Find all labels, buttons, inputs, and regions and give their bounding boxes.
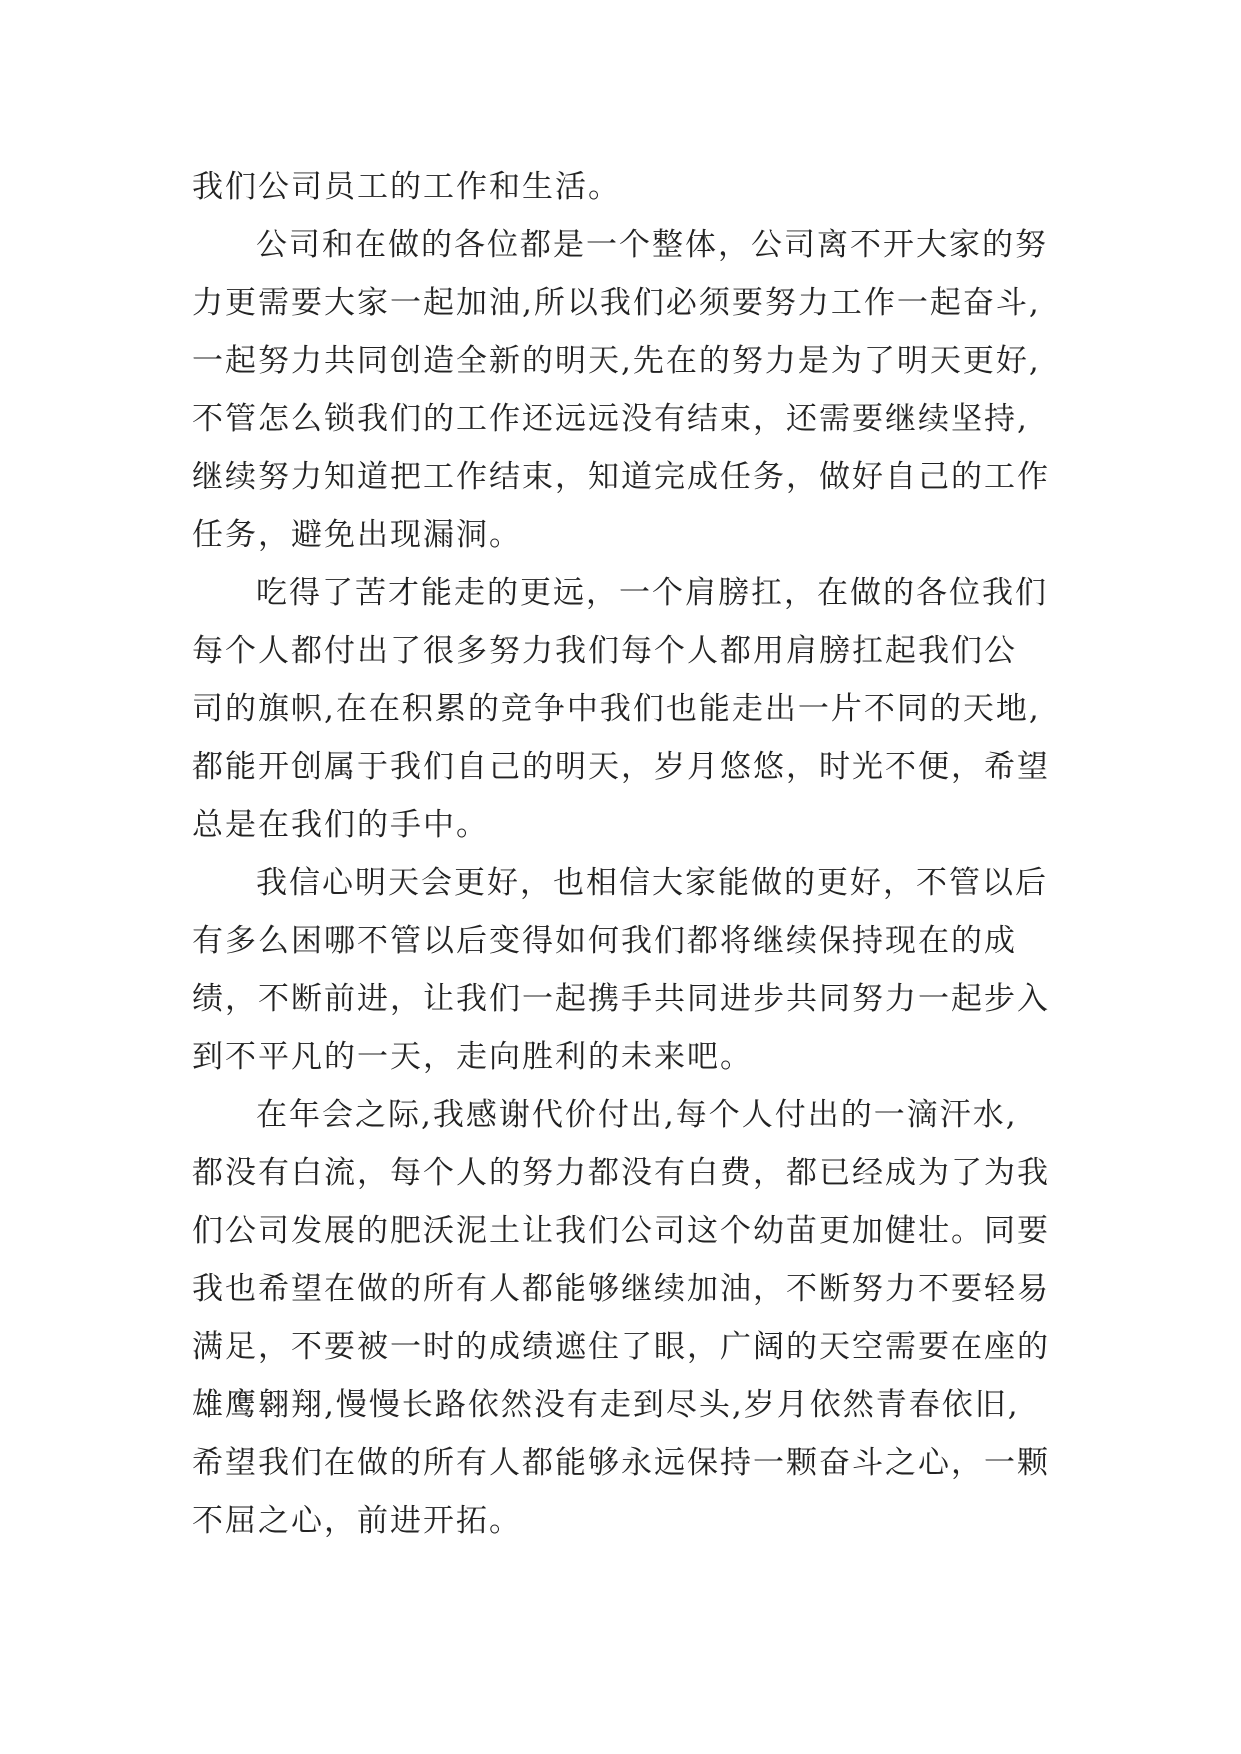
text-line: 不管怎么锁我们的工作还远远没有结束，还需要继续坚持, <box>192 401 1029 437</box>
text-line: 有多么困哪不管以后变得如何我们都将继续保持现在的成 <box>192 923 1017 959</box>
text-line: 总是在我们的手中。 <box>192 807 489 843</box>
text-line: 们公司发展的肥沃泥土让我们公司这个幼苗更加健壮。同要 <box>192 1213 1050 1249</box>
paragraph-first-line: 吃得了苦才能走的更远，一个肩膀扛，在做的各位我们 <box>256 575 1048 611</box>
text-line: 雄鹰翱翔,慢慢长路依然没有走到尽头,岁月依然青春依旧, <box>192 1387 1020 1423</box>
text-line: 都没有白流，每个人的努力都没有白费，都已经成为了为我 <box>192 1155 1050 1191</box>
text-line: 每个人都付出了很多努力我们每个人都用肩膀扛起我们公 <box>192 633 1017 669</box>
text-line: 都能开创属于我们自己的明天，岁月悠悠，时光不便，希望 <box>192 749 1050 785</box>
text-line: 我们公司员工的工作和生活。 <box>192 169 621 205</box>
text-line: 满足，不要被一时的成绩遮住了眼，广阔的天空需要在座的 <box>192 1329 1050 1365</box>
text-line: 司的旗帜,在在积累的竞争中我们也能走出一片不同的天地, <box>192 691 1041 727</box>
paragraph-first-line: 在年会之际,我感谢代价付出,每个人付出的一滴汗水, <box>256 1097 1018 1133</box>
text-line: 不屈之心，前进开拓。 <box>192 1503 522 1539</box>
text-line: 希望我们在做的所有人都能够永远保持一颗奋斗之心，一颗 <box>192 1445 1050 1481</box>
text-line: 任务，避免出现漏洞。 <box>192 517 522 553</box>
paragraph-first-line: 我信心明天会更好，也相信大家能做的更好，不管以后 <box>256 865 1048 901</box>
paragraph-first-line: 公司和在做的各位都是一个整体，公司离不开大家的努 <box>256 227 1048 263</box>
text-line: 到不平凡的一天，走向胜利的未来吧。 <box>192 1039 753 1075</box>
text-line: 我也希望在做的所有人都能够继续加油，不断努力不要轻易 <box>192 1271 1050 1307</box>
text-line: 绩，不断前进，让我们一起携手共同进步共同努力一起步入 <box>192 981 1050 1017</box>
body-text <box>192 158 1092 1550</box>
text-line: 继续努力知道把工作结束，知道完成任务，做好自己的工作 <box>192 459 1050 495</box>
text-line: 一起努力共同创造全新的明天,先在的努力是为了明天更好, <box>192 343 1041 379</box>
text-line: 力更需要大家一起加油,所以我们必须要努力工作一起奋斗, <box>192 285 1041 321</box>
